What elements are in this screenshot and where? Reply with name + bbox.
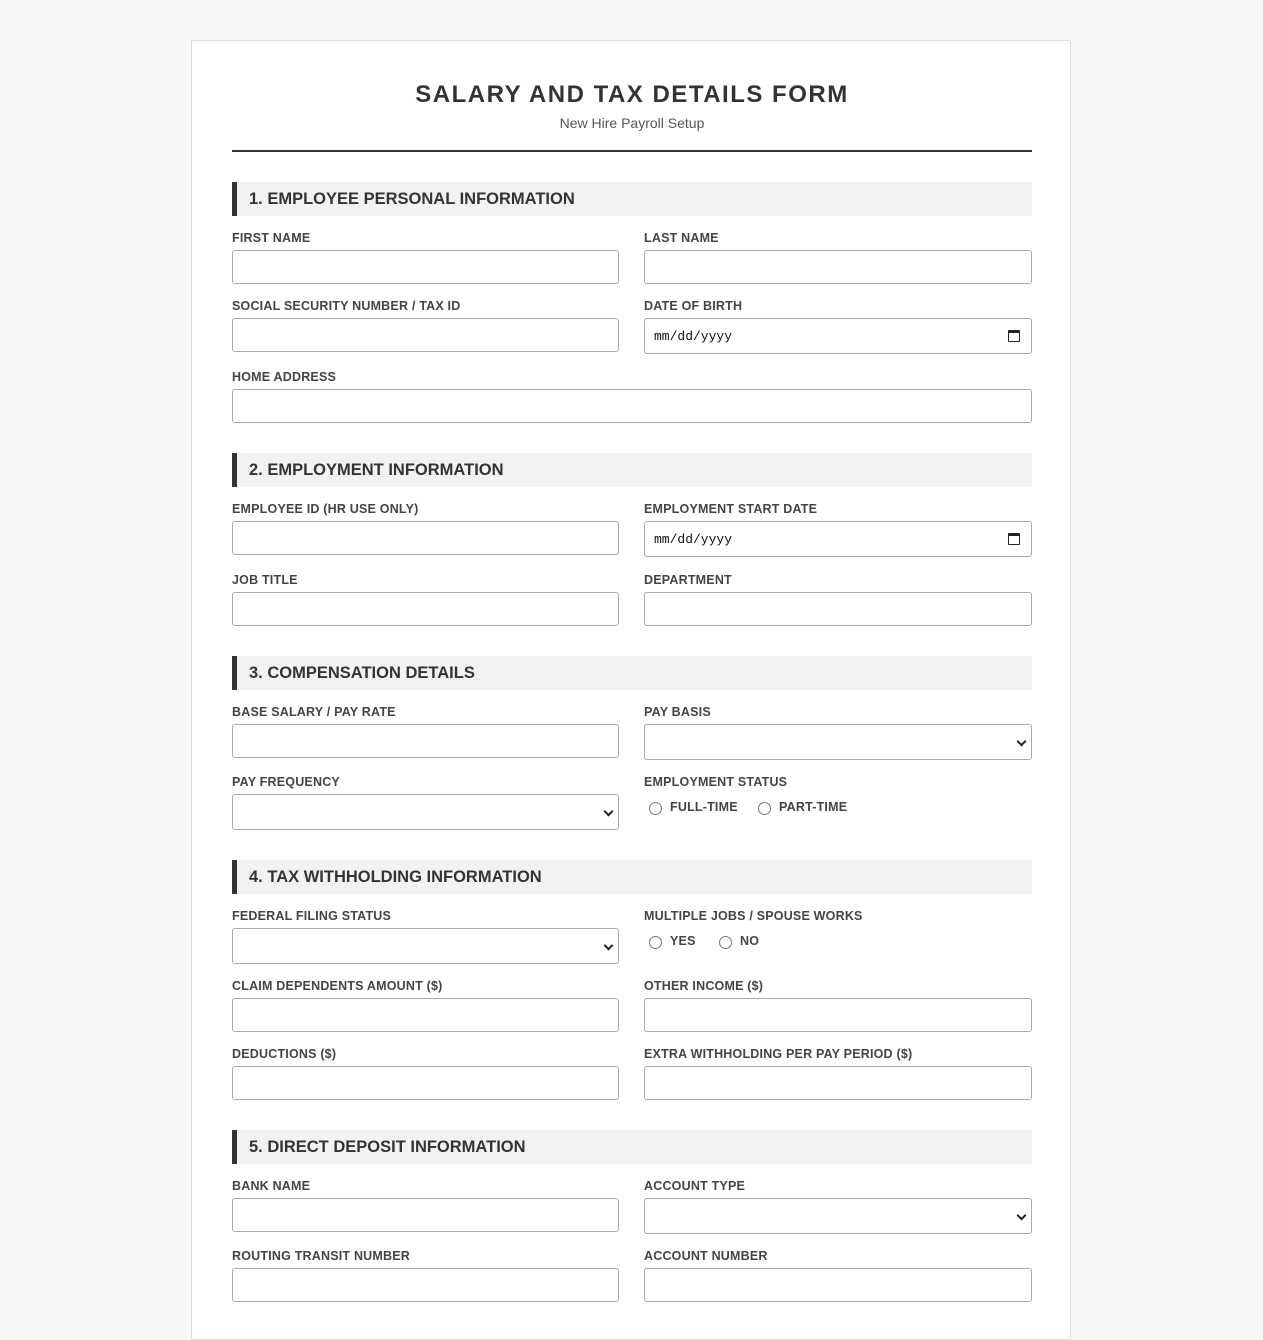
full-time-radio[interactable] [649, 802, 662, 815]
section-header-employment: 2. EMPLOYMENT INFORMATION [232, 453, 1032, 487]
section-header-compensation: 3. COMPENSATION DETAILS [232, 656, 1032, 690]
pay-frequency-label: PAY FREQUENCY [232, 775, 340, 789]
base-salary-label: BASE SALARY / PAY RATE [232, 705, 396, 719]
ssn-label: SOCIAL SECURITY NUMBER / TAX ID [232, 299, 461, 313]
job-title-label: JOB TITLE [232, 573, 298, 587]
part-time-label[interactable]: PART-TIME [779, 800, 848, 814]
pay-basis-label: PAY BASIS [644, 705, 711, 719]
multiple-jobs-radio-group [644, 934, 944, 952]
section-header-personal: 1. EMPLOYEE PERSONAL INFORMATION [232, 182, 1032, 216]
first-name-input[interactable] [232, 250, 619, 284]
pay-basis-select[interactable] [644, 724, 1032, 760]
calendar-icon[interactable] [1008, 533, 1020, 545]
account-number-label: ACCOUNT NUMBER [644, 1249, 768, 1263]
routing-number-label: ROUTING TRANSIT NUMBER [232, 1249, 411, 1263]
bank-name-label: BANK NAME [232, 1179, 311, 1193]
last-name-input[interactable] [644, 250, 1032, 284]
base-salary-input[interactable] [232, 724, 619, 758]
first-name-label: FIRST NAME [232, 231, 311, 245]
page-subtitle: New Hire Payroll Setup [559, 115, 705, 131]
dob-label: DATE OF BIRTH [644, 299, 743, 313]
routing-number-input[interactable] [232, 1268, 619, 1302]
employee-id-input[interactable] [232, 521, 619, 555]
page-title: SALARY AND TAX DETAILS FORM [415, 81, 849, 108]
start-date-input[interactable] [644, 521, 1032, 557]
section-header-deposit: 5. DIRECT DEPOSIT INFORMATION [232, 1130, 1032, 1164]
filing-status-select[interactable] [232, 928, 619, 964]
employment-status-radio-group [644, 800, 944, 818]
employment-status-label: EMPLOYMENT STATUS [644, 775, 788, 789]
department-input[interactable] [644, 592, 1032, 626]
form-page [191, 40, 1071, 1340]
other-income-input[interactable] [644, 998, 1032, 1032]
yes-radio[interactable] [649, 936, 662, 949]
home-address-input[interactable] [232, 389, 1032, 423]
start-date-label: EMPLOYMENT START DATE [644, 502, 818, 516]
department-label: DEPARTMENT [644, 573, 732, 587]
ssn-input[interactable] [232, 318, 619, 352]
extra-withholding-label: EXTRA WITHHOLDING PER PAY PERIOD ($) [644, 1047, 913, 1061]
filing-status-label: FEDERAL FILING STATUS [232, 909, 392, 923]
multiple-jobs-label: MULTIPLE JOBS / SPOUSE WORKS [644, 909, 863, 923]
section-header-tax: 4. TAX WITHHOLDING INFORMATION [232, 860, 1032, 894]
chevron-down-icon [604, 807, 614, 817]
chevron-down-icon [604, 941, 614, 951]
dob-placeholder: mm/dd/yyyy [654, 329, 733, 344]
chevron-down-icon [1017, 737, 1027, 747]
yes-label[interactable]: YES [670, 934, 696, 948]
bank-name-input[interactable] [232, 1198, 619, 1232]
dependents-input[interactable] [232, 998, 619, 1032]
account-type-label: ACCOUNT TYPE [644, 1179, 746, 1193]
pay-frequency-select[interactable] [232, 794, 619, 830]
no-label[interactable]: NO [740, 934, 760, 948]
start-date-placeholder: mm/dd/yyyy [654, 532, 733, 547]
calendar-icon[interactable] [1008, 330, 1020, 342]
no-radio[interactable] [719, 936, 732, 949]
extra-withholding-input[interactable] [644, 1066, 1032, 1100]
last-name-label: LAST NAME [644, 231, 719, 245]
job-title-input[interactable] [232, 592, 619, 626]
other-income-label: OTHER INCOME ($) [644, 979, 764, 993]
deductions-input[interactable] [232, 1066, 619, 1100]
full-time-label[interactable]: FULL-TIME [670, 800, 738, 814]
deductions-label: DEDUCTIONS ($) [232, 1047, 337, 1061]
account-type-select[interactable] [644, 1198, 1032, 1234]
part-time-radio[interactable] [758, 802, 771, 815]
employee-id-label: EMPLOYEE ID (HR USE ONLY) [232, 502, 419, 516]
title-divider [232, 150, 1032, 152]
chevron-down-icon [1017, 1211, 1027, 1221]
dob-date-input[interactable] [644, 318, 1032, 354]
address-label: HOME ADDRESS [232, 370, 337, 384]
dependents-label: CLAIM DEPENDENTS AMOUNT ($) [232, 979, 443, 993]
account-number-input[interactable] [644, 1268, 1032, 1302]
